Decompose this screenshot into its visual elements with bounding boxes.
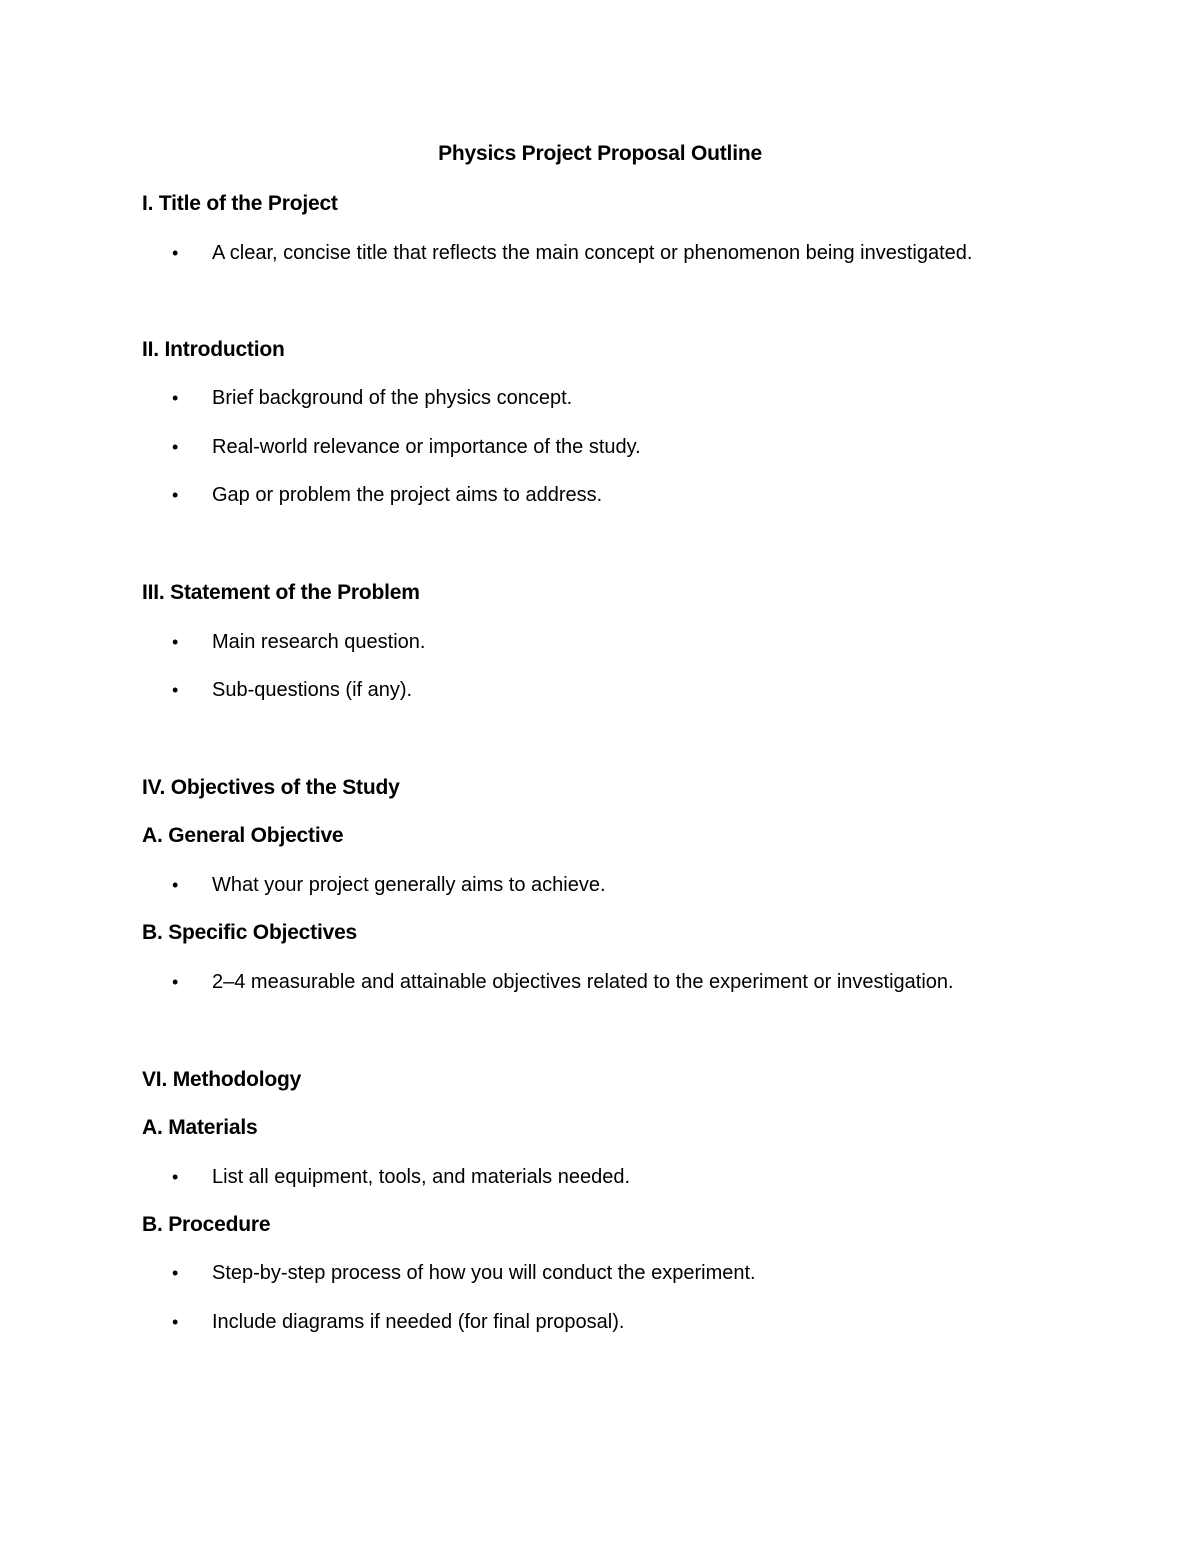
list-item-text: What your project generally aims to achieve.: [212, 874, 606, 896]
bullet-icon: •: [172, 680, 179, 700]
list-item-text: Step-by-step process of how you will conduct the experiment.: [212, 1262, 756, 1284]
section-heading-objectives: IV. Objectives of the Study: [142, 776, 400, 799]
list-item-text: Gap or problem the project aims to address.: [212, 484, 603, 506]
subheading-procedure: B. Procedure: [142, 1213, 271, 1236]
bullet-icon: •: [172, 437, 179, 457]
list-item-text: 2–4 measurable and attainable objectives related to the experiment or investigation.: [212, 971, 954, 993]
subheading-specific-objectives: B. Specific Objectives: [142, 921, 358, 944]
list-item: [172, 1166, 630, 1189]
bullet-icon: •: [172, 1312, 179, 1332]
bullet-icon: •: [172, 388, 179, 408]
list-item: [172, 679, 412, 702]
list-item-text: Include diagrams if needed (for final proposal).: [212, 1311, 625, 1333]
subheading-general-objective: A. General Objective: [142, 824, 344, 847]
bullet-icon: •: [172, 875, 179, 895]
list-item: [172, 1262, 756, 1285]
bullet-icon: •: [172, 972, 179, 992]
list-item: [172, 387, 572, 410]
list-item-text: Main research question.: [212, 631, 426, 653]
section-heading-title-of-project: I. Title of the Project: [142, 192, 338, 215]
list-item-text: Brief background of the physics concept.: [212, 387, 573, 409]
bullet-icon: •: [172, 1263, 179, 1283]
list-item: [172, 631, 425, 654]
list-item-text: List all equipment, tools, and materials needed.: [212, 1166, 631, 1188]
list-item: [172, 436, 641, 459]
bullet-icon: •: [172, 632, 179, 652]
list-item: [172, 1311, 624, 1334]
section-heading-statement-of-problem: III. Statement of the Problem: [142, 581, 420, 604]
list-item: [172, 242, 972, 265]
list-item: [172, 971, 954, 994]
document-title: Physics Project Proposal Outline: [438, 142, 762, 165]
section-heading-introduction: II. Introduction: [142, 338, 285, 361]
bullet-icon: •: [172, 485, 179, 505]
list-item: [172, 484, 602, 507]
list-item: [172, 874, 606, 897]
bullet-icon: •: [172, 1167, 179, 1187]
list-item-text: Real-world relevance or importance of the study.: [212, 436, 641, 458]
section-heading-methodology: VI. Methodology: [142, 1068, 302, 1091]
subheading-materials: A. Materials: [142, 1116, 258, 1139]
list-item-text: Sub-questions (if any).: [212, 679, 413, 701]
list-item-text: A clear, concise title that reflects the main concept or phenomenon being investigated.: [212, 242, 973, 264]
bullet-icon: •: [172, 243, 179, 263]
